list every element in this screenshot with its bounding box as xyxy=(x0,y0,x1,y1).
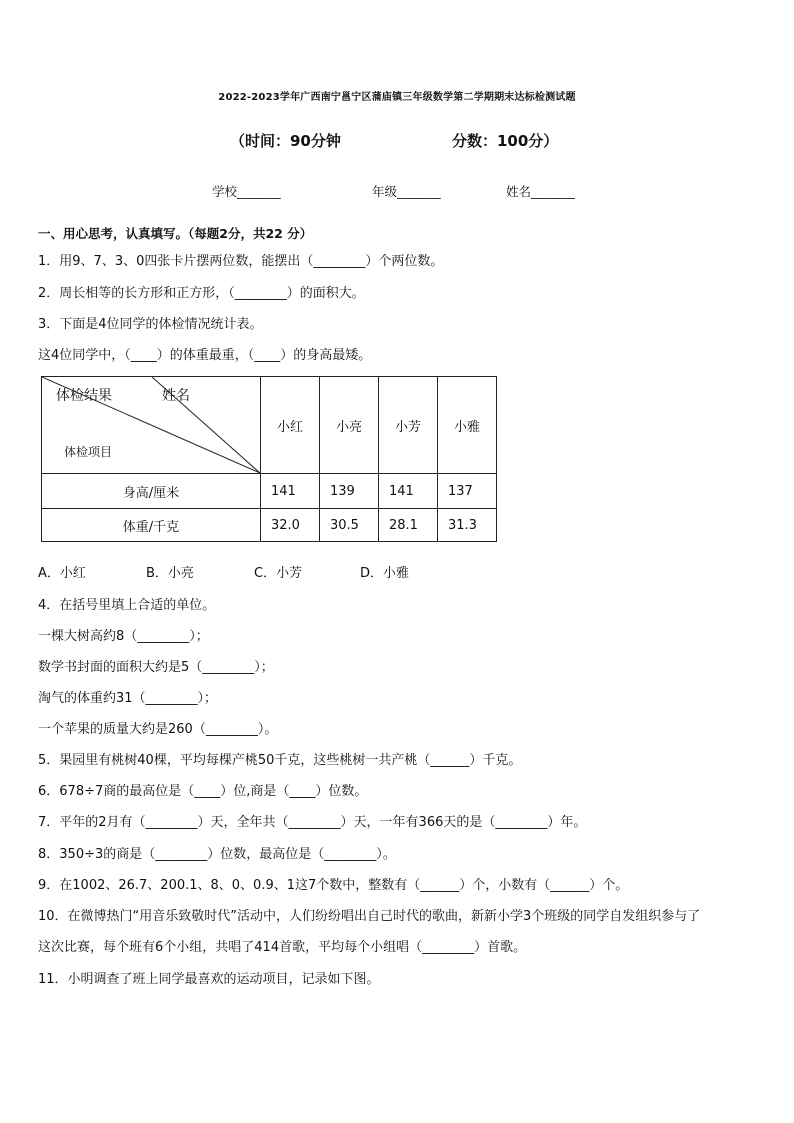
table-cell: 137 xyxy=(438,474,497,509)
option-a: A．小红 xyxy=(38,566,86,581)
question-3-stem: 3．下面是4位同学的体检情况统计表。 xyxy=(38,317,263,332)
question-5: 5．果园里有桃树40棵，平均每棵产桃50千克，这些桃树一共产桃（______）千克。 xyxy=(38,753,522,768)
table-cell: 31.3 xyxy=(438,509,497,542)
question-10-line2: 这次比赛，每个班有6个小组，共唱了414首歌，平均每个小组唱（________）首歌。 xyxy=(38,940,527,955)
question-4c: 淘气的体重约31（________）； xyxy=(38,691,218,706)
table-cell: 32.0 xyxy=(261,509,320,542)
header-name: 姓名 xyxy=(162,388,190,404)
question-3-question: 这4位同学中，（____）的体重最重，（____）的身高最矮。 xyxy=(38,348,372,363)
option-d: D．小雅 xyxy=(360,566,410,581)
table-cell: 141 xyxy=(379,474,438,509)
table-cell: 139 xyxy=(320,474,379,509)
school-field: 学校_______ xyxy=(212,184,281,199)
exam-score: 分数：100分） xyxy=(452,132,559,150)
header-item: 体检项目 xyxy=(64,445,113,459)
question-7: 7．平年的2月有（________）天，全年共（________）天，一年有366天的是（________）年。 xyxy=(38,815,587,830)
table-row-height xyxy=(42,474,497,509)
section-heading: 一、用心思考，认真填写。（每题2分，共22 分） xyxy=(38,226,313,241)
question-4b: 数学书封面的面积大约是5（________）； xyxy=(38,660,274,675)
name-xiaohong: 小红 xyxy=(261,377,320,474)
grade-field: 年级_______ xyxy=(372,184,441,199)
exam-time: （时间：90分钟 xyxy=(230,132,341,150)
header-result: 体检结果 xyxy=(56,388,112,404)
question-2: 2．周长相等的长方形和正方形，（________）的面积大。 xyxy=(38,286,365,301)
question-8: 8．350÷3的商是（________）位数，最高位是（________）。 xyxy=(38,847,396,862)
question-10-line1: 10．在微博热门“用音乐致敬时代”活动中，人们纷纷唱出自己时代的歌曲，新新小学3个班级的同学自发组织参与了 xyxy=(38,909,701,924)
row-label-height: 身高/厘米 xyxy=(42,474,261,509)
table-cell: 28.1 xyxy=(379,509,438,542)
health-check-table xyxy=(41,376,497,542)
name-xiaofang: 小芳 xyxy=(379,377,438,474)
table-cell: 141 xyxy=(261,474,320,509)
question-4d: 一个苹果的质量大约是260（________）。 xyxy=(38,722,278,737)
table-row-weight xyxy=(42,509,497,542)
question-9: 9．在1002、26.7、200.1、8、0、0.9、1这7个数中，整数有（______）个，小数有（______）个。 xyxy=(38,878,629,893)
question-1: 1．用9、7、3、0四张卡片摆两位数，能摆出（________）个两位数。 xyxy=(38,254,444,269)
question-4a: 一棵大树高约8（________）； xyxy=(38,629,209,644)
question-6: 6．678÷7商的最高位是（____）位,商是（____）位数。 xyxy=(38,784,368,799)
page-title: 2022-2023学年广西南宁邕宁区蒲庙镇三年级数学第二学期期末达标检测试题 xyxy=(218,92,576,103)
name-field: 姓名_______ xyxy=(506,184,575,199)
table-diagonal-header xyxy=(42,377,261,474)
table-cell: 30.5 xyxy=(320,509,379,542)
name-xiaoya: 小雅 xyxy=(438,377,497,474)
option-c: C．小芳 xyxy=(254,566,303,581)
option-b: B．小亮 xyxy=(146,566,194,581)
question-11: 11．小明调查了班上同学最喜欢的运动项目，记录如下图。 xyxy=(38,972,380,987)
row-label-weight: 体重/千克 xyxy=(42,509,261,542)
name-xiaoliang: 小亮 xyxy=(320,377,379,474)
question-4-stem: 4．在括号里填上合适的单位。 xyxy=(38,598,216,613)
